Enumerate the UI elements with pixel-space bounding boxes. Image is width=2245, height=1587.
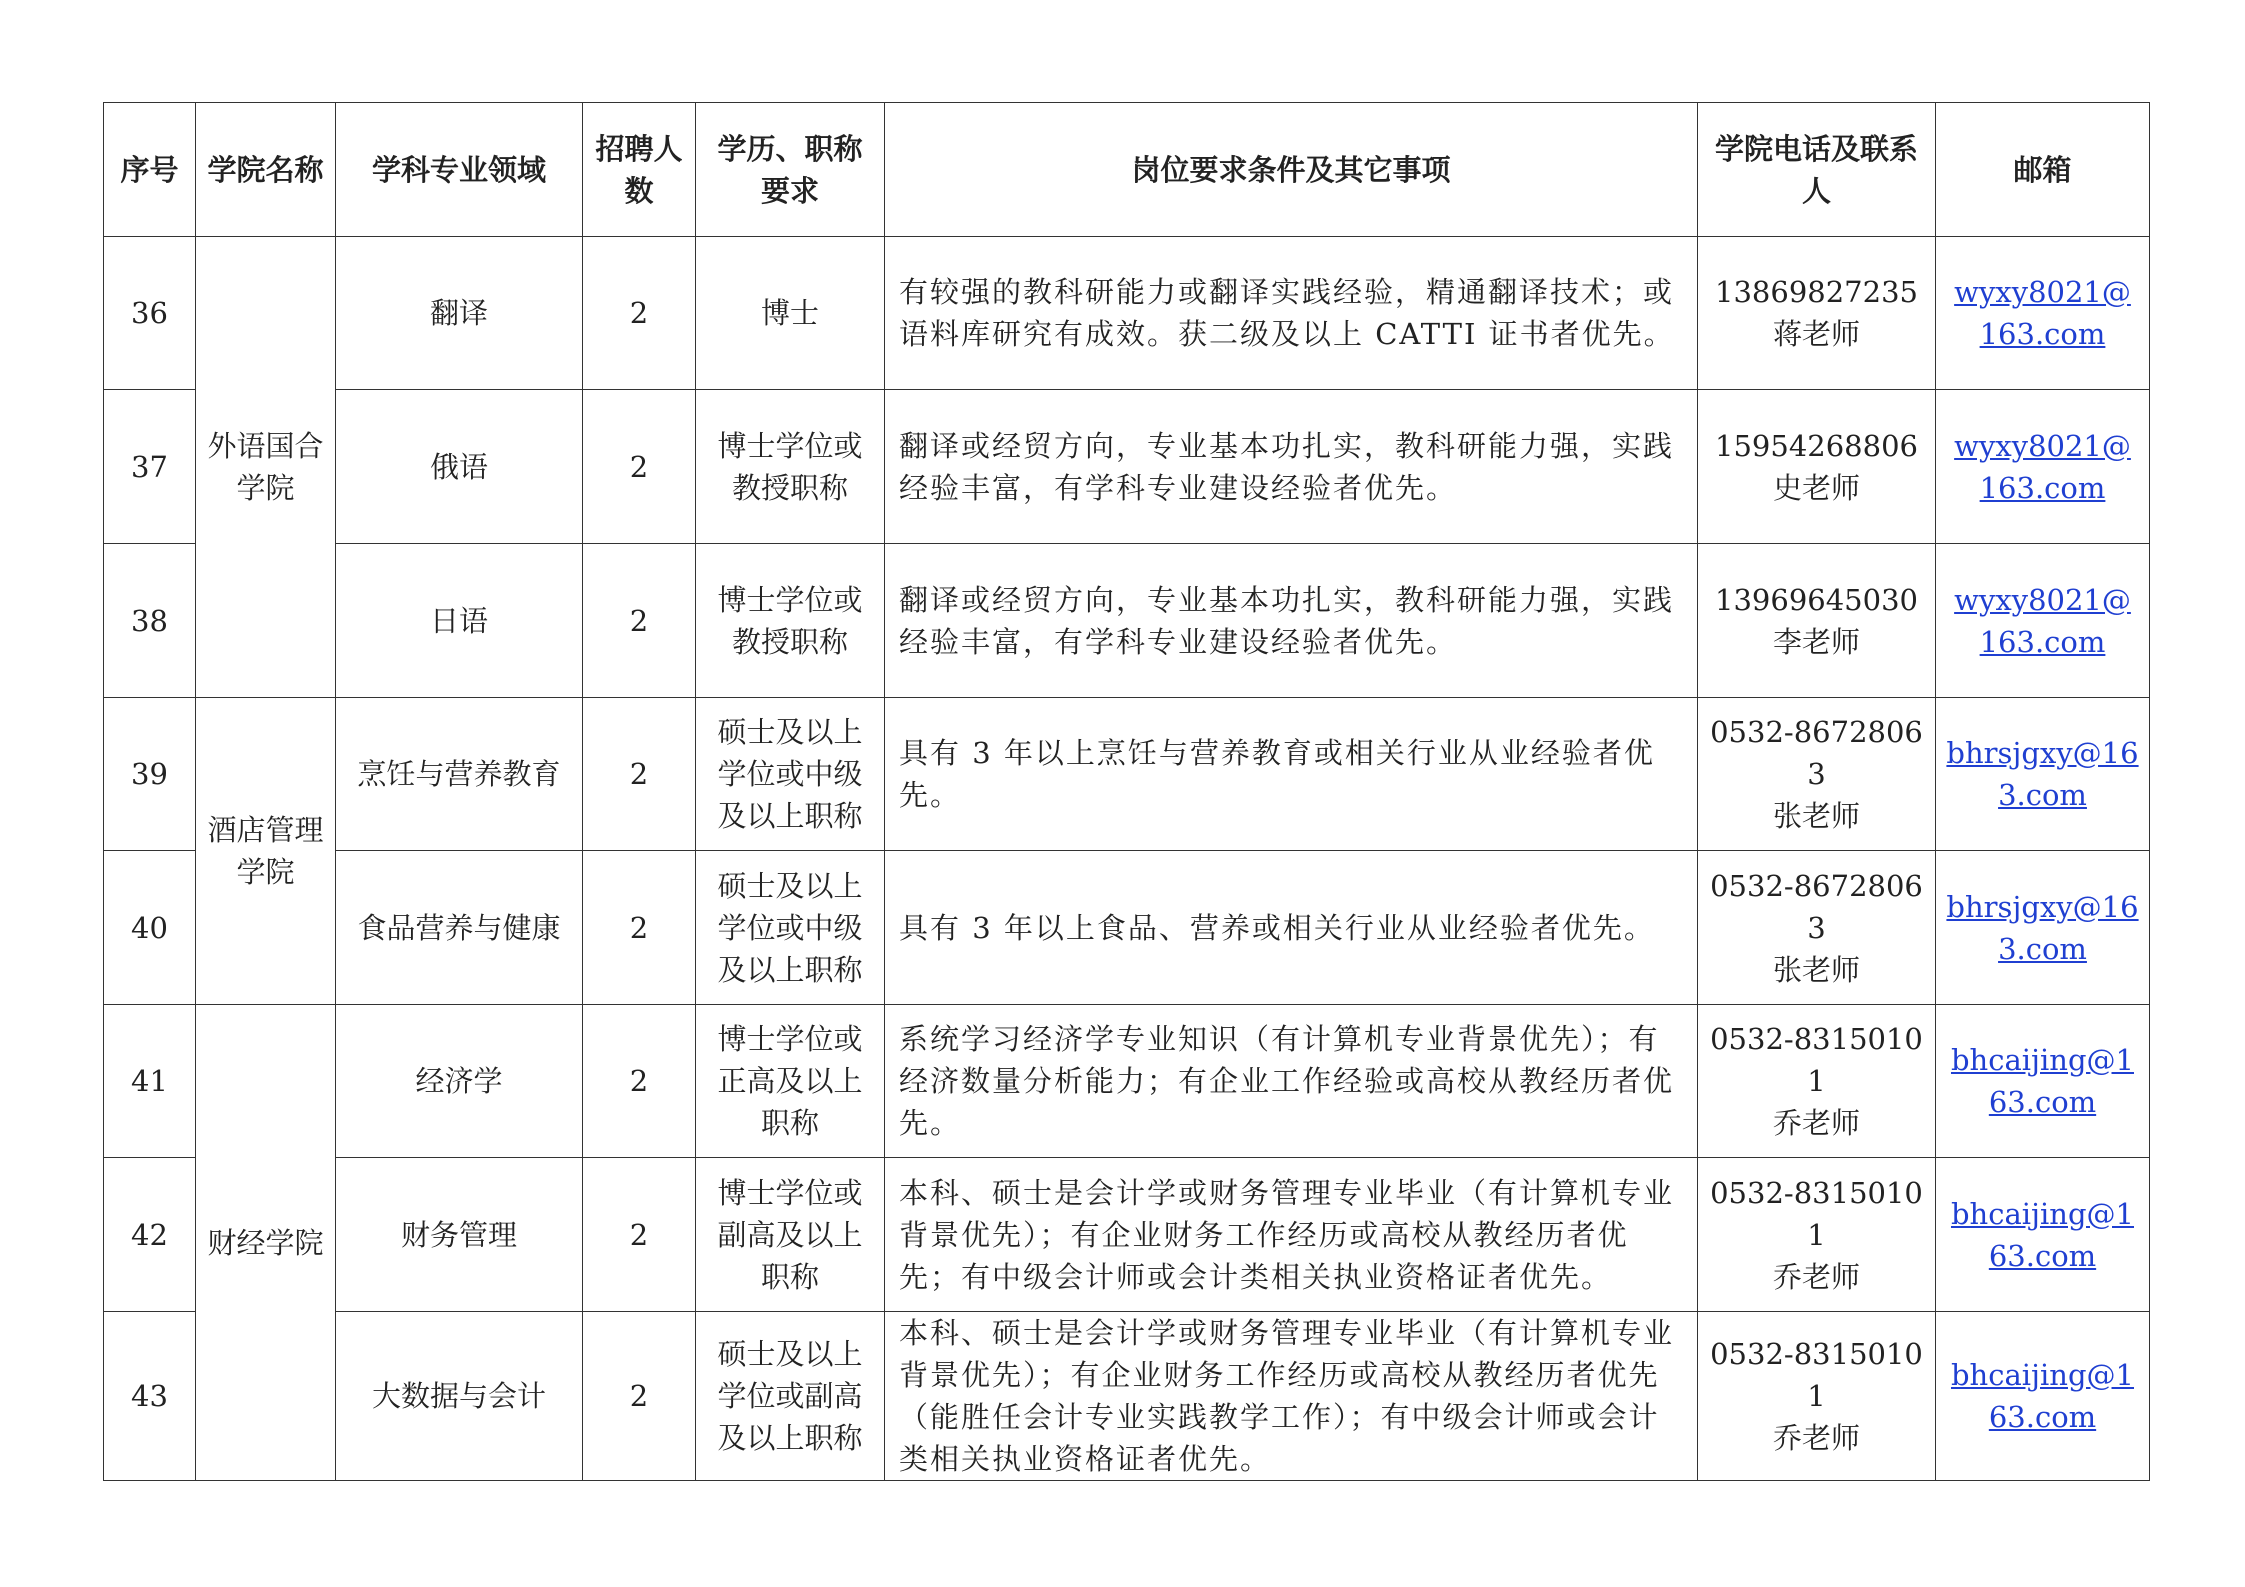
row-count: 2 <box>583 851 696 1005</box>
row-degree: 博士学位或正高及以上职称 <box>696 1005 885 1158</box>
contact-phone: 0532-83150101 <box>1710 1022 1923 1098</box>
row-requirements: 具有 3 年以上食品、营养或相关行业从业经验者优先。 <box>885 851 1698 1005</box>
header-email: 邮箱 <box>1936 103 2150 237</box>
contact-phone: 13869827235 <box>1715 275 1918 309</box>
contact-phone: 0532-86728063 <box>1710 868 1923 945</box>
row-field: 翻译 <box>336 237 583 390</box>
contact-person: 张老师 <box>1772 799 1860 833</box>
college-name: 外语国合学院 <box>196 237 336 698</box>
row-no: 42 <box>104 1158 196 1312</box>
row-count: 2 <box>583 237 696 390</box>
row-requirements: 系统学习经济学专业知识（有计算机专业背景优先）；有经济数量分析能力；有企业工作经验或高校从教经历者优先。 <box>885 1005 1698 1158</box>
row-no: 37 <box>104 390 196 544</box>
email-link[interactable]: wyxy8021@163.com <box>1954 582 2131 659</box>
row-email <box>1936 1158 2150 1312</box>
row-contact <box>1698 390 1936 544</box>
row-email <box>1936 851 2150 1005</box>
row-degree: 博士学位或教授职称 <box>696 544 885 698</box>
email-link[interactable]: bhcaijing@163.com <box>1950 1358 2134 1434</box>
row-no: 43 <box>104 1312 196 1481</box>
email-link[interactable]: bhrsjgxy@163.com <box>1946 736 2139 812</box>
row-contact <box>1698 544 1936 698</box>
row-count: 2 <box>583 1312 696 1481</box>
row-field: 财务管理 <box>336 1158 583 1312</box>
header-count: 招聘人数 <box>583 103 696 237</box>
row-email <box>1936 237 2150 390</box>
header-field: 学科专业领域 <box>336 103 583 237</box>
contact-person: 乔老师 <box>1772 1421 1860 1455</box>
row-requirements: 翻译或经贸方向，专业基本功扎实，教科研能力强，实践经验丰富，有学科专业建设经验者优先。 <box>885 390 1698 544</box>
row-email <box>1936 544 2150 698</box>
row-degree: 硕士及以上学位或中级及以上职称 <box>696 698 885 851</box>
table-row <box>104 237 2150 390</box>
contact-person: 乔老师 <box>1772 1106 1860 1140</box>
table-row <box>104 1158 2150 1312</box>
email-link[interactable]: wyxy8021@163.com <box>1954 275 2131 351</box>
row-degree: 硕士及以上学位或副高及以上职称 <box>696 1312 885 1481</box>
contact-person: 史老师 <box>1772 470 1860 505</box>
row-contact <box>1698 1312 1936 1481</box>
row-no: 36 <box>104 237 196 390</box>
email-link[interactable]: bhrsjgxy@163.com <box>1946 889 2139 966</box>
row-email <box>1936 698 2150 851</box>
row-no: 38 <box>104 544 196 698</box>
row-count: 2 <box>583 390 696 544</box>
contact-person: 李老师 <box>1772 624 1860 659</box>
row-count: 2 <box>583 698 696 851</box>
row-contact <box>1698 237 1936 390</box>
row-requirements: 有较强的教科研能力或翻译实践经验，精通翻译技术；或语料库研究有成效。获二级及以上 CATTI 证书者优先。 <box>885 237 1698 390</box>
contact-phone: 0532-83150101 <box>1710 1337 1923 1413</box>
table-row <box>104 544 2150 698</box>
header-contact: 学院电话及联系人 <box>1698 103 1936 237</box>
row-requirements: 本科、硕士是会计学或财务管理专业毕业（有计算机专业背景优先）；有企业财务工作经历或高校从教经历者优先；有中级会计师或会计类相关执业资格证者优先。 <box>885 1158 1698 1312</box>
row-requirements: 具有 3 年以上烹饪与营养教育或相关行业从业经验者优先。 <box>885 698 1698 851</box>
row-degree: 博士学位或教授职称 <box>696 390 885 544</box>
table-row <box>104 390 2150 544</box>
row-count: 2 <box>583 1005 696 1158</box>
row-requirements: 翻译或经贸方向，专业基本功扎实，教科研能力强，实践经验丰富，有学科专业建设经验者优先。 <box>885 544 1698 698</box>
header-college: 学院名称 <box>196 103 336 237</box>
table-row <box>104 698 2150 851</box>
row-field: 烹饪与营养教育 <box>336 698 583 851</box>
row-no: 40 <box>104 851 196 1005</box>
row-degree: 博士 <box>696 237 885 390</box>
row-email <box>1936 1005 2150 1158</box>
email-link[interactable]: wyxy8021@163.com <box>1954 428 2131 505</box>
table-row <box>104 851 2150 1005</box>
row-field: 日语 <box>336 544 583 698</box>
row-field: 大数据与会计 <box>336 1312 583 1481</box>
row-contact <box>1698 1005 1936 1158</box>
header-no: 序号 <box>104 103 196 237</box>
row-no: 39 <box>104 698 196 851</box>
row-degree: 硕士及以上学位或中级及以上职称 <box>696 851 885 1005</box>
contact-phone: 0532-83150101 <box>1710 1175 1923 1252</box>
row-count: 2 <box>583 1158 696 1312</box>
contact-phone: 0532-86728063 <box>1710 715 1923 791</box>
row-contact <box>1698 698 1936 851</box>
row-field: 食品营养与健康 <box>336 851 583 1005</box>
row-count: 2 <box>583 544 696 698</box>
row-contact <box>1698 1158 1936 1312</box>
row-degree: 博士学位或副高及以上职称 <box>696 1158 885 1312</box>
contact-phone: 15954268806 <box>1715 428 1918 463</box>
email-link[interactable]: bhcaijing@163.com <box>1950 1043 2134 1119</box>
row-field: 经济学 <box>336 1005 583 1158</box>
table-header-row <box>104 103 2150 237</box>
college-name: 财经学院 <box>196 1005 336 1481</box>
row-email <box>1936 1312 2150 1481</box>
contact-person: 蒋老师 <box>1772 317 1860 351</box>
row-requirements: 本科、硕士是会计学或财务管理专业毕业（有计算机专业背景优先）；有企业财务工作经历或高校从教经历者优先（能胜任会计专业实践教学工作）；有中级会计师或会计类相关执业资格证者优先。 <box>885 1312 1698 1481</box>
header-requirements: 岗位要求条件及其它事项 <box>885 103 1698 237</box>
row-no: 41 <box>104 1005 196 1158</box>
table-row <box>104 1312 2150 1481</box>
college-name: 酒店管理学院 <box>196 698 336 1005</box>
contact-person: 张老师 <box>1772 952 1860 987</box>
header-degree: 学历、职称要求 <box>696 103 885 237</box>
row-email <box>1936 390 2150 544</box>
contact-phone: 13969645030 <box>1715 582 1918 617</box>
email-link[interactable]: bhcaijing@163.com <box>1950 1196 2134 1273</box>
contact-person: 乔老师 <box>1772 1259 1860 1294</box>
table-row <box>104 1005 2150 1158</box>
recruitment-table <box>103 102 2150 1481</box>
row-field: 俄语 <box>336 390 583 544</box>
row-contact <box>1698 851 1936 1005</box>
